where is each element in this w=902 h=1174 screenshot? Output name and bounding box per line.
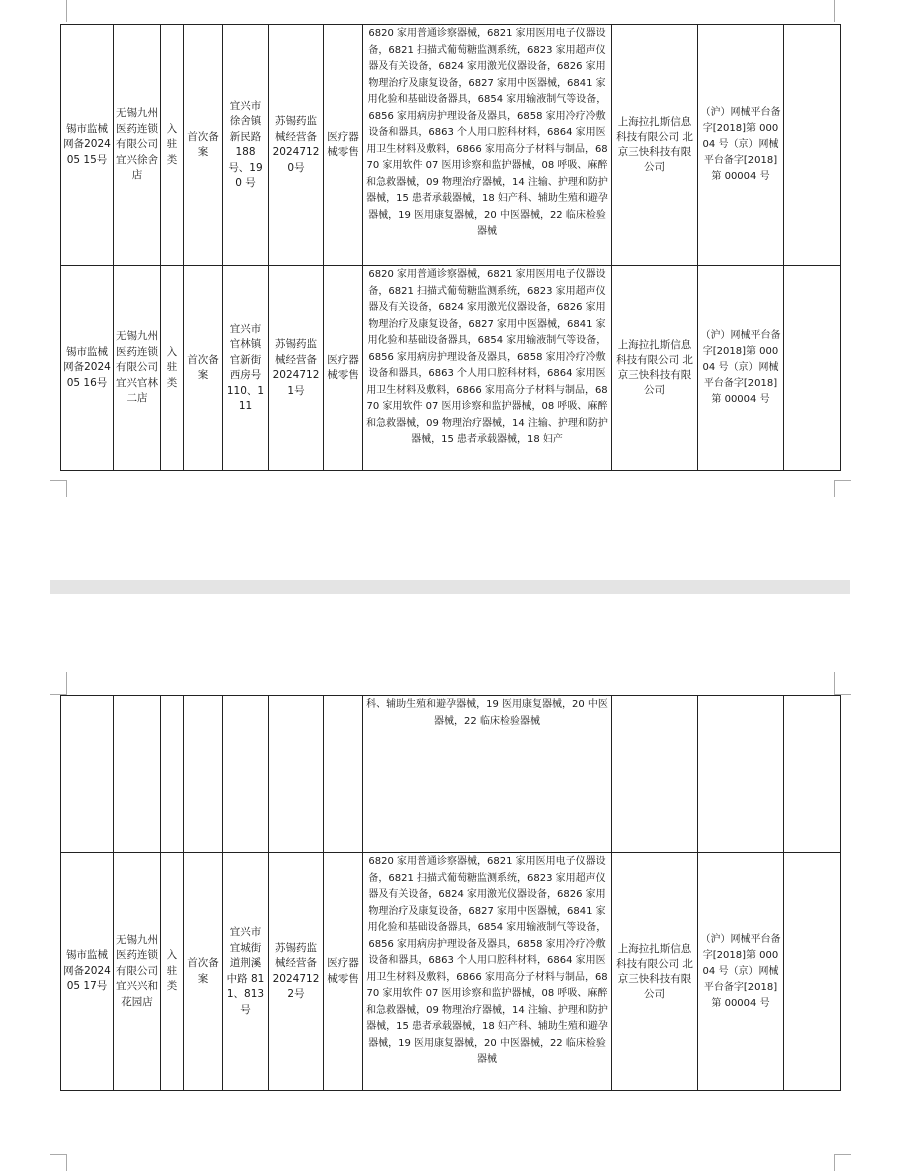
business-scope: 6820 家用普通诊察器械，6821 家用医用电子仪器设备，6821 扫描式葡萄糖监测系统，6823 家用超声仪器及有关设备，6824 家用激光仪器设备，6826 家用物理治疗及康复设备，6827 家用中医器械，6841 家用化验和基础设备器具，6854 家用输液制气等设备，6856 家用病房护理设备及器具，6858 家用冷疗冷敷设备和器具，6863 个人用口腔科材料，6864 家用医用卫生材料及敷料，6866 家用高分子材料与制品，6870 家用软件 07 医用诊察和监护器械，08 呼吸、麻醉和急救器械，09 物理治疗器械，14 注输、护理和防护器械，15 患者承载器械，18 妇产 bbox=[363, 266, 612, 471]
record-number: 锡市监械网备202405 16号 bbox=[61, 266, 114, 471]
company-name: 无锡九州医药连锁有限公司宜兴官林二店 bbox=[114, 266, 161, 471]
empty-cell bbox=[223, 696, 269, 853]
empty-cell bbox=[184, 696, 223, 853]
business-category: 医疗器械零售 bbox=[324, 266, 363, 471]
license-number: 苏锡药监械经营备 2024712 2号 bbox=[269, 853, 324, 1091]
crop-mark bbox=[50, 480, 67, 497]
company-name: 无锡九州医药连锁有限公司宜兴兴和花园店 bbox=[114, 853, 161, 1091]
platform-record: （沪）网械平台备字[2018]第 00004 号（京）网械平台备字[2018]第 00004 号 bbox=[698, 266, 784, 471]
crop-mark bbox=[834, 1154, 851, 1171]
crop-mark bbox=[834, 0, 851, 22]
page-gap bbox=[50, 580, 850, 594]
table-row bbox=[61, 25, 841, 266]
empty-cell bbox=[784, 25, 841, 266]
platform-name: 上海拉扎斯信息科技有限公司 北京三快科技有限公司 bbox=[612, 853, 698, 1091]
filing-type: 首次备案 bbox=[184, 853, 223, 1091]
license-number: 苏锡药监械经营备 2024712 1号 bbox=[269, 266, 324, 471]
empty-cell bbox=[114, 696, 161, 853]
table-row bbox=[61, 696, 841, 853]
business-scope: 6820 家用普通诊察器械，6821 家用医用电子仪器设备，6821 扫描式葡萄糖监测系统，6823 家用超声仪器及有关设备，6824 家用激光仪器设备，6826 家用物理治疗及康复设备，6827 家用中医器械，6841 家用化验和基础设备器具，6854 家用输液制气等设备，6856 家用病房护理设备及器具，6858 家用冷疗冷敷设备和器具，6863 个人用口腔科材料，6864 家用医用卫生材料及敷料，6866 家用高分子材料与制品，6870 家用软件 07 医用诊察和监护器械，08 呼吸、麻醉和急救器械，09 物理治疗器械，14 注输、护理和防护器械，15 患者承载器械，18 妇产科、辅助生殖和避孕器械，19 医用康复器械，20 中医器械，22 临床检验器械 bbox=[363, 853, 612, 1091]
business-category: 医疗器械零售 bbox=[324, 25, 363, 266]
table-row bbox=[61, 853, 841, 1091]
business-scope: 6820 家用普通诊察器械，6821 家用医用电子仪器设备，6821 扫描式葡萄糖监测系统，6823 家用超声仪器及有关设备，6824 家用激光仪器设备，6826 家用物理治疗及康复设备，6827 家用中医器械，6841 家用化验和基础设备器具，6854 家用输液制气等设备，6856 家用病房护理设备及器具，6858 家用冷疗冷敷设备和器具，6863 个人用口腔科材料，6864 家用医用卫生材料及敷料，6866 家用高分子材料与制品，6870 家用软件 07 医用诊察和监护器械，08 呼吸、麻醉和急救器械，09 物理治疗器械，14 注输、护理和防护器械，15 患者承载器械，18 妇产科、辅助生殖和避孕器械，19 医用康复器械，20 中医器械，22 临床检验器械 bbox=[363, 25, 612, 266]
platform-name: 上海拉扎斯信息科技有限公司 北京三快科技有限公司 bbox=[612, 266, 698, 471]
crop-mark bbox=[50, 1154, 67, 1171]
business-category: 医疗器械零售 bbox=[324, 853, 363, 1091]
table-row bbox=[61, 266, 841, 471]
filing-type: 首次备案 bbox=[184, 266, 223, 471]
empty-cell bbox=[784, 696, 841, 853]
filing-table-page1 bbox=[60, 24, 841, 471]
platform-record: （沪）网械平台备字[2018]第 00004 号（京）网械平台备字[2018]第 00004 号 bbox=[698, 25, 784, 266]
empty-cell bbox=[698, 696, 784, 853]
entry-type: 入驻类 bbox=[161, 853, 184, 1091]
address: 宜兴市官林镇官新街西房号 110、111 bbox=[223, 266, 269, 471]
empty-cell bbox=[324, 696, 363, 853]
business-scope-continuation: 科、辅助生殖和避孕器械，19 医用康复器械，20 中医器械，22 临床检验器械 bbox=[363, 696, 612, 853]
address: 宜兴市宜城街道荆溪中路 811、813 号 bbox=[223, 853, 269, 1091]
record-number: 锡市监械网备202405 15号 bbox=[61, 25, 114, 266]
filing-type: 首次备案 bbox=[184, 25, 223, 266]
entry-type: 入驻类 bbox=[161, 25, 184, 266]
empty-cell bbox=[612, 696, 698, 853]
empty-cell bbox=[269, 696, 324, 853]
record-number: 锡市监械网备202405 17号 bbox=[61, 853, 114, 1091]
empty-cell bbox=[784, 853, 841, 1091]
empty-cell bbox=[161, 696, 184, 853]
crop-mark bbox=[50, 0, 67, 22]
crop-mark bbox=[834, 480, 851, 497]
entry-type: 入驻类 bbox=[161, 266, 184, 471]
license-number: 苏锡药监械经营备 2024712 0号 bbox=[269, 25, 324, 266]
filing-table-page2 bbox=[60, 695, 841, 1091]
crop-mark bbox=[834, 672, 851, 695]
empty-cell bbox=[61, 696, 114, 853]
address: 宜兴市徐舍镇新民路 188 号、190 号 bbox=[223, 25, 269, 266]
platform-record: （沪）网械平台备字[2018]第 00004 号（京）网械平台备字[2018]第 00004 号 bbox=[698, 853, 784, 1091]
company-name: 无锡九州医药连锁有限公司宜兴徐舍店 bbox=[114, 25, 161, 266]
empty-cell bbox=[784, 266, 841, 471]
platform-name: 上海拉扎斯信息科技有限公司 北京三快科技有限公司 bbox=[612, 25, 698, 266]
crop-mark bbox=[50, 672, 67, 695]
